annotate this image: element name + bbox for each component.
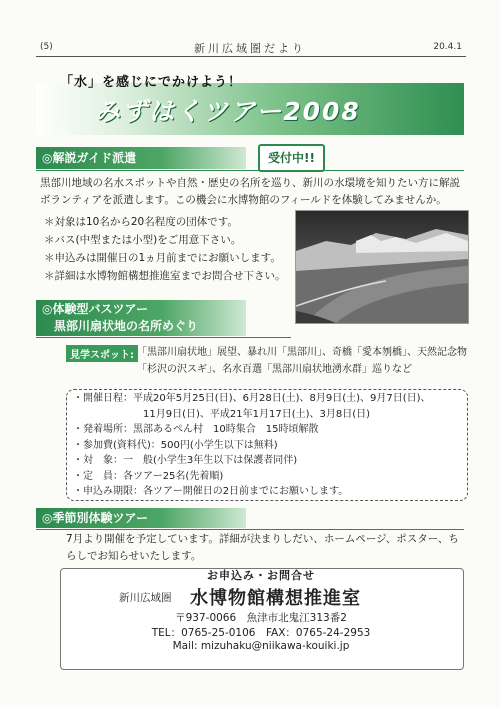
contact-email-link[interactable]: Mail: mizuhaku@niikawa-kouiki.jp bbox=[172, 640, 350, 652]
bus-tour-heading-line1: ◎体験型バスツアー bbox=[42, 302, 149, 316]
detail-fee: ・参加費(資料代)：500円(小学生以下は無料) bbox=[73, 439, 278, 451]
detail-schedule: ・開催日程：平成20年5月25日(日)、6月28日(土)、8月9日(土)、9月7日(日)、 bbox=[73, 393, 431, 404]
list-item: ＊バス(中型または小型)をご用意下さい。 bbox=[44, 234, 242, 246]
contact-heading: お申込み・お問合せ bbox=[207, 569, 315, 582]
list-item: ＊申込みは開催日の1ヵ月前までにお願いします。 bbox=[44, 252, 281, 264]
section-divider bbox=[36, 170, 464, 171]
contact-address: 〒937-0066 魚津市北鬼江313番2 bbox=[175, 612, 347, 624]
header-divider bbox=[36, 56, 466, 57]
detail-target: ・対 象：一 般(小学生3年生以下は保護者同伴) bbox=[73, 455, 298, 466]
issue-date: 20.4.1 bbox=[433, 42, 462, 52]
section-heading-guide: ◎解説ガイド派遣 bbox=[36, 147, 246, 169]
accepting-badge: 受付中!! bbox=[258, 144, 325, 172]
guide-description: 黒部川地域の名水スポットや自然・歴史の名所を巡り、新川の水環境を知りたい方に解説ボランティアを派遣します。この機会に水博物館のフィールドを体験してみませんか。 bbox=[40, 177, 460, 206]
detail-schedule-cont: 11月9日(日)、平成21年1月17日(土)、3月8日(日) bbox=[143, 408, 371, 420]
seasonal-description: 7月より開催を予定しています。詳細が決まりしだい、ホームページ、ポスター、ちらしでお知らせいたします。 bbox=[66, 533, 459, 562]
detail-location: ・発着場所：黒部あるぺん村 10時集合 15時頃解散 bbox=[73, 424, 319, 435]
section-divider bbox=[36, 337, 291, 338]
section-heading-seasonal: ◎季節別体験ツアー bbox=[36, 508, 246, 528]
detail-capacity: ・定 員：各ツアー25名(先着順) bbox=[73, 470, 224, 482]
list-item: ＊詳細は水博物館構想推進室までお問合せ下さい。 bbox=[44, 270, 286, 282]
newsletter-title: 新川広域圏だより bbox=[194, 42, 306, 55]
contact-org: 新川広域圏 bbox=[119, 592, 172, 604]
detail-deadline: ・申込み期限：各ツアー開催日の2日前までにお願いします。 bbox=[73, 486, 349, 497]
bus-tour-heading-line2: 黒部川扇状地の名所めぐり bbox=[42, 319, 199, 333]
contact-office-name: 水博物館構想推進室 bbox=[190, 588, 361, 609]
tour-details-list bbox=[73, 391, 463, 500]
spot-description: 「黒部川扇状地」展望、暴れ川「黒部川」、奇橋「愛本刎橋」、天然記念物「杉沢の沢スギ」、名水百選「黒部川扇状地湧水群」巡りなど bbox=[137, 347, 467, 375]
banner-subtitle: 「水」を感じにでかけよう！ bbox=[60, 75, 243, 90]
page-number: (5) bbox=[40, 42, 53, 52]
banner-title: みずはくツアー2008 bbox=[95, 97, 361, 126]
spot-label: 見学スポット: bbox=[66, 345, 138, 362]
aerial-photo-kurobe-fan bbox=[295, 210, 469, 324]
guide-conditions-list bbox=[44, 213, 294, 285]
contact-tel-fax: TEL：0765-25-0106 FAX：0765-24-2953 bbox=[151, 627, 371, 639]
section-divider bbox=[36, 529, 464, 530]
section-heading-bus-tour bbox=[36, 300, 246, 336]
list-item: ＊対象は10名から20名程度の団体です。 bbox=[44, 216, 238, 228]
